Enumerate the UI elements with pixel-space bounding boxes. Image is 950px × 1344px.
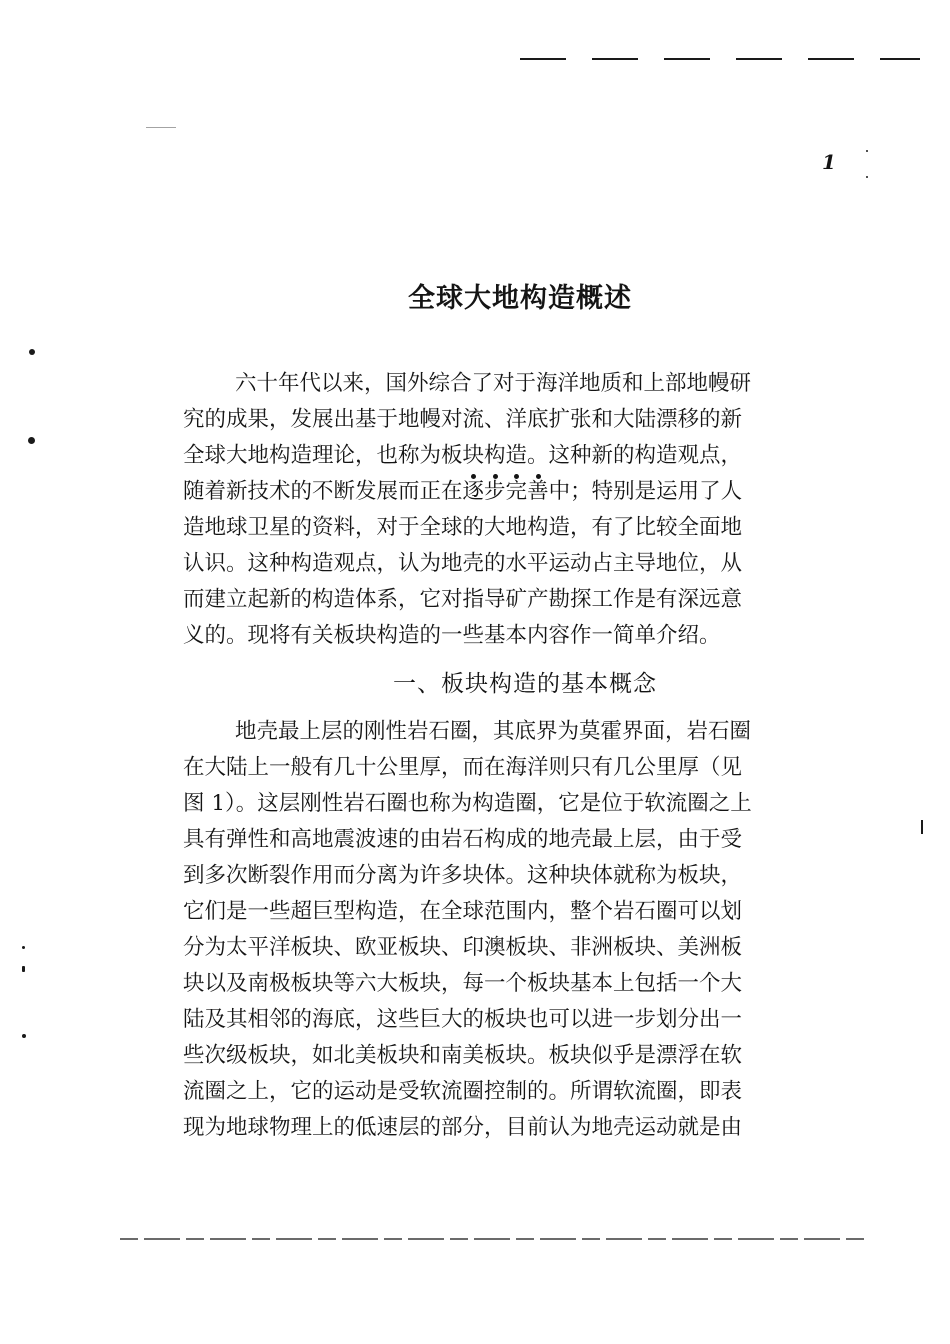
intro-line-emphasis [183, 474, 863, 510]
section1-paragraph [183, 714, 863, 1146]
emphasis-prefix: 随着新技术的不断发展而正在 [183, 479, 463, 504]
scan-speck [22, 966, 25, 972]
section1-line: 图 1）。这层刚性岩石圈也称为构造圈，它是位于软流圈之上 [183, 791, 752, 816]
scan-speck [22, 1034, 26, 1038]
emphasis-suffix: 中；特别是运用了人 [548, 479, 743, 504]
section1-line: 块以及南极板块等六大板块，每一个板块基本上包括一个大 [183, 971, 743, 996]
bottom-scan-line [120, 1238, 870, 1240]
section1-line: 在大陆上一般有几十公里厚，而在海洋则只有几公里厚（见 [183, 755, 743, 780]
scan-speck [866, 150, 868, 152]
section1-line: 地壳最上层的刚性岩石圈，其底界为莫霍界面，岩石圈 [235, 719, 752, 744]
intro-line: 义的。现将有关板块构造的一些基本内容作一简单介绍。 [183, 623, 721, 648]
section1-line: 现为地球物理上的低速层的部分，目前认为地壳运动就是由 [183, 1115, 743, 1140]
emphasis-char: 善 [527, 479, 549, 504]
scan-speck [22, 946, 25, 949]
intro-line: 认识。这种构造观点，认为地壳的水平运动占主导地位，从 [183, 551, 743, 576]
section1-line: 些次级板块，如北美板块和南美板块。板块似乎是漂浮在软 [183, 1043, 743, 1068]
intro-line: 而建立起新的构造体系，它对指导矿产勘探工作是有深远意 [183, 587, 743, 612]
section-heading: 一、板块构造的基本概念 [393, 671, 657, 697]
intro-paragraph [183, 366, 863, 654]
emphasis-char: 完 [505, 479, 528, 504]
intro-line: 六十年代以来，国外综合了对于海洋地质和上部地幔研 [235, 371, 752, 396]
page-number: 1 [822, 150, 836, 174]
section1-line: 流圈之上，它的运动是受软流圈控制的。所谓软流圈，即表 [183, 1079, 743, 1104]
scan-speck [28, 437, 35, 444]
emphasis-char: 步 [484, 479, 506, 504]
section1-line: 具有弹性和高地震波速的由岩石构成的地壳最上层，由于受 [183, 827, 743, 852]
intro-line: 究的成果，发展出基于地幔对流、洋底扩张和大陆漂移的新 [183, 407, 743, 432]
section1-line: 陆及其相邻的海底，这些巨大的板块也可以进一步划分出一 [183, 1007, 743, 1032]
section1-line: 到多次断裂作用而分离为许多块体。这种块体就称为板块， [183, 863, 743, 888]
top-dashed-rule [520, 58, 920, 60]
section1-line: 分为太平洋板块、欧亚板块、印澳板块、非洲板块、美洲板 [183, 935, 743, 960]
intro-line: 造地球卫星的资料，对于全球的大地构造，有了比较全面地 [183, 515, 743, 540]
emphasis-char: 逐 [462, 479, 485, 504]
page-title: 全球大地构造概述 [408, 283, 632, 314]
scan-speck [921, 820, 923, 834]
scan-speck [866, 176, 868, 178]
scan-speck [29, 349, 35, 355]
section1-line: 它们是一些超巨型构造，在全球范围内，整个岩石圈可以划 [183, 899, 743, 924]
intro-line: 全球大地构造理论，也称为板块构造。这种新的构造观点， [183, 443, 743, 468]
scan-speck [146, 127, 176, 128]
